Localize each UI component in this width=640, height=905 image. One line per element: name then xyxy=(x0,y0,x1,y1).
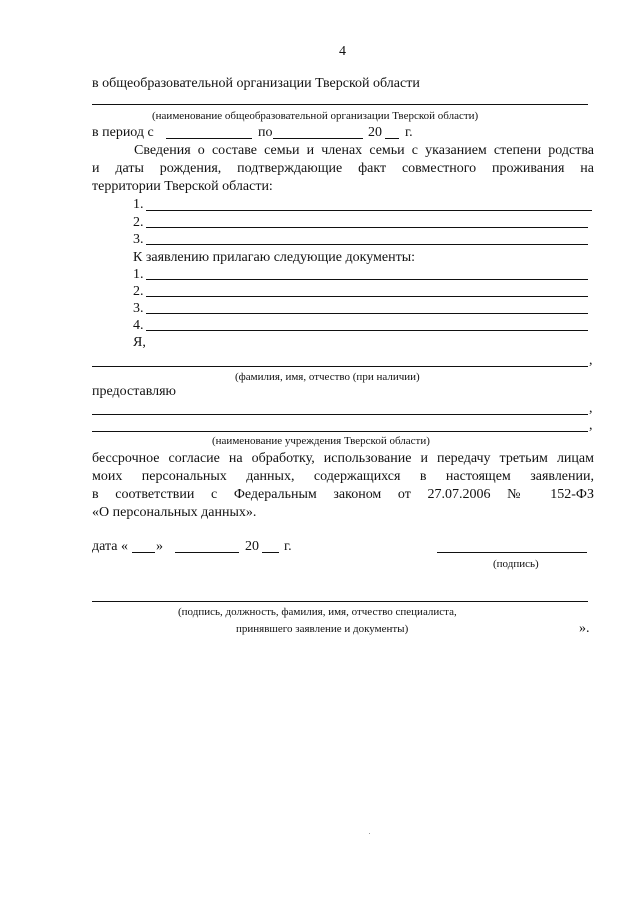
date-day-field xyxy=(132,552,155,553)
closing-quote: ». xyxy=(579,621,590,636)
family-row-3-number: 3. xyxy=(133,232,144,247)
consent-line-1: бессрочное согласие на обработку, использование и передачу третьим лицам xyxy=(92,451,594,466)
date-month-field xyxy=(175,552,239,553)
docs-title: К заявлению прилагаю следующие документы: xyxy=(133,250,416,265)
institution-line-1-comma: , xyxy=(589,401,593,416)
specialist-caption-line-1: (подпись, должность, фамилия, имя, отчество специалиста, xyxy=(178,606,457,618)
family-info-line-2: и даты рождения, подтверждающие факт совместного проживания на xyxy=(92,161,594,176)
period-end-field xyxy=(273,138,363,139)
family-info-line-3: территории Тверской области: xyxy=(92,179,273,194)
docs-row-2-line xyxy=(146,296,588,297)
docs-row-1-number: 1. xyxy=(133,267,144,282)
fio-line xyxy=(92,366,588,367)
family-row-1-number: 1. xyxy=(133,197,144,212)
period-prefix: в период с xyxy=(92,125,154,140)
institution-caption: (наименование учреждения Тверской области) xyxy=(212,435,430,447)
period-year-field xyxy=(385,138,399,139)
date-year-field xyxy=(262,552,279,553)
institution-line-2 xyxy=(92,431,588,432)
family-row-3-line xyxy=(146,244,588,245)
page-number: 4 xyxy=(339,44,346,59)
docs-row-4-line xyxy=(146,330,588,331)
org-name-line xyxy=(92,104,588,105)
provide-label: предоставляю xyxy=(92,384,177,399)
docs-row-2-number: 2. xyxy=(133,284,144,299)
consent-line-2: моих персональных данных, содержащихся в настоящем заявлении, xyxy=(92,469,594,484)
docs-row-3-number: 3. xyxy=(133,301,144,316)
period-year-prefix: 20 xyxy=(368,125,382,140)
date-suffix: г. xyxy=(284,539,292,554)
scan-mark xyxy=(369,833,370,834)
family-info-line-1: Сведения о составе семьи и членах семьи с указанием степени родства xyxy=(134,143,594,158)
i-label: Я, xyxy=(133,335,146,350)
date-prefix: дата « xyxy=(92,539,128,554)
applicant-signature-line xyxy=(437,552,587,553)
header-line: в общеобразовательной организации Тверской области xyxy=(92,76,420,91)
family-row-2-number: 2. xyxy=(133,215,144,230)
specialist-line xyxy=(92,601,588,602)
family-row-2-line xyxy=(146,227,588,228)
docs-row-1-line xyxy=(146,279,588,280)
fio-caption: (фамилия, имя, отчество (при наличии) xyxy=(235,371,420,383)
date-quote-close: » xyxy=(156,539,163,554)
period-mid: по xyxy=(258,125,273,140)
institution-line-2-comma: , xyxy=(589,418,593,433)
period-start-field xyxy=(166,138,252,139)
specialist-caption-line-2: принявшего заявление и документы) xyxy=(236,623,409,635)
org-caption: (наименование общеобразовательной организации Тверской области) xyxy=(152,110,479,122)
institution-line-1 xyxy=(92,414,588,415)
signature-caption: (подпись) xyxy=(493,558,539,570)
consent-line-3: в соответствии с Федеральным законом от 27.07.2006 № 152-ФЗ xyxy=(92,487,594,502)
consent-line-4: «О персональных данных». xyxy=(92,505,257,520)
fio-line-comma: , xyxy=(589,353,593,368)
docs-row-4-number: 4. xyxy=(133,318,144,333)
family-row-1-line xyxy=(146,210,592,211)
docs-row-3-line xyxy=(146,313,588,314)
period-suffix: г. xyxy=(405,125,413,140)
date-year-prefix: 20 xyxy=(245,539,259,554)
